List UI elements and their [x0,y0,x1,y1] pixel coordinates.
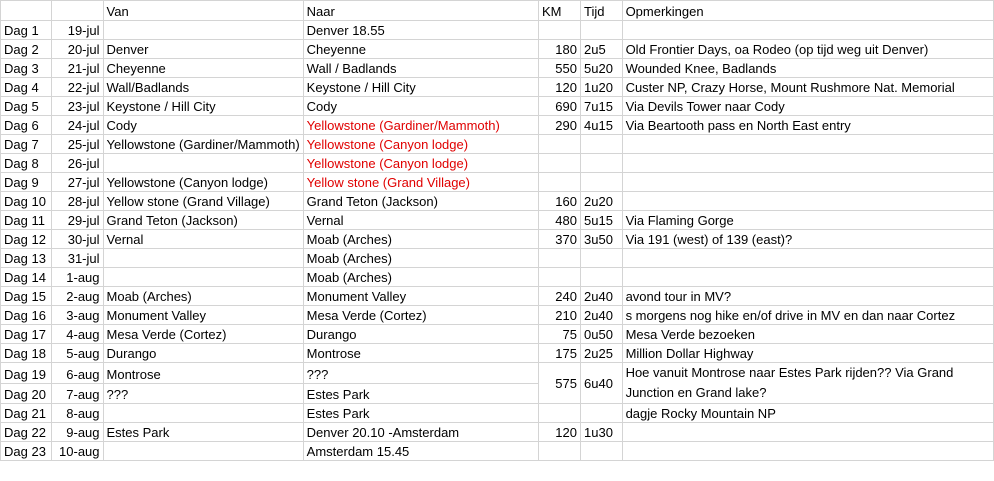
header-van[interactable]: Van [103,1,303,21]
cell-dag[interactable]: Dag 4 [1,78,52,97]
cell-km[interactable]: 370 [539,230,581,249]
table-row [1,287,994,306]
cell-dag[interactable]: Dag 2 [1,40,52,59]
cell-km[interactable]: 160 [539,192,581,211]
cell-naar[interactable]: Durango [303,325,538,344]
cell-opmerkingen[interactable]: dagje Rocky Mountain NP [622,404,993,423]
table-row [1,135,994,154]
cell-naar[interactable]: Yellow stone (Grand Village) [303,173,538,192]
cell-tijd[interactable]: 3u50 [581,230,623,249]
cell-opmerkingen[interactable]: Hoe vanuit Montrose naar Estes Park rijden?? Via Grand Junction en Grand lake? [622,363,993,404]
cell-van[interactable] [103,442,303,461]
cell-opmerkingen[interactable]: s morgens nog hike en/of drive in MV en dan naar Cortez [622,306,993,325]
table-row [1,306,994,325]
cell-naar[interactable]: Vernal [303,211,538,230]
cell-opmerkingen[interactable] [622,192,993,211]
cell-km[interactable]: 180 [539,40,581,59]
table-row [1,423,994,442]
cell-van[interactable]: Cody [103,116,303,135]
cell-dag[interactable]: Dag 17 [1,325,52,344]
cell-van[interactable]: Wall/Badlands [103,78,303,97]
cell-datum[interactable]: 22-jul [51,78,103,97]
cell-opmerkingen[interactable] [622,249,993,268]
cell-van[interactable] [103,154,303,173]
cell-opmerkingen[interactable]: Wounded Knee, Badlands [622,59,993,78]
cell-tijd[interactable] [581,173,623,192]
cell-km[interactable] [539,404,581,423]
cell-tijd[interactable] [581,154,623,173]
cell-datum[interactable]: 9-aug [51,423,103,442]
table-row [1,249,994,268]
header-km[interactable]: KM [539,1,581,21]
cell-datum[interactable]: 6-aug [51,363,103,384]
cell-dag[interactable]: Dag 23 [1,442,52,461]
cell-km[interactable]: 550 [539,59,581,78]
cell-dag[interactable]: Dag 14 [1,268,52,287]
cell-opmerkingen[interactable]: Million Dollar Highway [622,344,993,363]
cell-opmerkingen[interactable] [622,268,993,287]
cell-opmerkingen[interactable]: Custer NP, Crazy Horse, Mount Rushmore Nat. Memorial [622,78,993,97]
cell-naar[interactable]: Yellowstone (Gardiner/Mammoth) [303,116,538,135]
cell-datum[interactable]: 1-aug [51,268,103,287]
cell-tijd[interactable]: 6u40 [581,363,623,404]
cell-tijd[interactable] [581,249,623,268]
header-dag[interactable] [1,1,52,21]
cell-naar[interactable]: Denver 20.10 -Amsterdam [303,423,538,442]
cell-km[interactable]: 290 [539,116,581,135]
table-row [1,404,994,423]
header-opmerkingen[interactable]: Opmerkingen [622,1,993,21]
table-row [1,78,994,97]
cell-naar[interactable]: Monument Valley [303,287,538,306]
cell-naar[interactable]: Moab (Arches) [303,230,538,249]
cell-naar[interactable]: Yellowstone (Canyon lodge) [303,154,538,173]
header-naar[interactable]: Naar [303,1,538,21]
cell-tijd[interactable] [581,135,623,154]
cell-km[interactable]: 480 [539,211,581,230]
cell-dag[interactable]: Dag 9 [1,173,52,192]
cell-dag[interactable]: Dag 16 [1,306,52,325]
cell-tijd[interactable]: 1u20 [581,78,623,97]
cell-datum[interactable]: 10-aug [51,442,103,461]
cell-km[interactable]: 240 [539,287,581,306]
cell-opmerkingen[interactable] [622,135,993,154]
cell-opmerkingen[interactable] [622,154,993,173]
cell-naar[interactable]: Mesa Verde (Cortez) [303,306,538,325]
cell-tijd[interactable]: 1u30 [581,423,623,442]
cell-datum[interactable]: 26-jul [51,154,103,173]
table-row [1,192,994,211]
cell-naar[interactable]: ??? [303,363,538,384]
cell-dag[interactable]: Dag 3 [1,59,52,78]
cell-dag[interactable]: Dag 21 [1,404,52,423]
cell-opmerkingen[interactable]: Mesa Verde bezoeken [622,325,993,344]
cell-van[interactable] [103,249,303,268]
table-row [1,268,994,287]
cell-van[interactable] [103,21,303,40]
cell-opmerkingen[interactable] [622,173,993,192]
cell-dag[interactable]: Dag 11 [1,211,52,230]
cell-naar[interactable]: Moab (Arches) [303,249,538,268]
cell-opmerkingen[interactable]: Old Frontier Days, oa Rodeo (op tijd weg uit Denver) [622,40,993,59]
cell-van[interactable]: Keystone / Hill City [103,97,303,116]
cell-datum[interactable]: 19-jul [51,21,103,40]
cell-naar[interactable]: Denver 18.55 [303,21,538,40]
cell-opmerkingen[interactable] [622,21,993,40]
cell-tijd[interactable]: 0u50 [581,325,623,344]
cell-dag[interactable]: Dag 1 [1,21,52,40]
cell-van[interactable] [103,404,303,423]
cell-van[interactable]: Montrose [103,363,303,384]
cell-dag[interactable]: Dag 6 [1,116,52,135]
cell-datum[interactable]: 23-jul [51,97,103,116]
cell-km[interactable]: 75 [539,325,581,344]
cell-km[interactable] [539,154,581,173]
cell-naar[interactable]: Amsterdam 15.45 [303,442,538,461]
cell-datum[interactable]: 24-jul [51,116,103,135]
cell-van[interactable]: Mesa Verde (Cortez) [103,325,303,344]
cell-tijd[interactable]: 2u5 [581,40,623,59]
header-datum[interactable] [51,1,103,21]
cell-van[interactable]: Yellow stone (Grand Village) [103,192,303,211]
cell-naar[interactable]: Moab (Arches) [303,268,538,287]
cell-dag[interactable]: Dag 19 [1,363,52,384]
cell-datum[interactable]: 31-jul [51,249,103,268]
cell-datum[interactable]: 20-jul [51,40,103,59]
cell-naar[interactable]: Estes Park [303,404,538,423]
header-row [1,1,994,21]
cell-tijd[interactable]: 5u20 [581,59,623,78]
cell-van[interactable]: Denver [103,40,303,59]
table-row [1,325,994,344]
cell-tijd[interactable]: 2u40 [581,306,623,325]
table-row [1,21,994,40]
table-row [1,363,994,384]
cell-dag[interactable]: Dag 5 [1,97,52,116]
cell-datum[interactable]: 5-aug [51,344,103,363]
cell-naar[interactable]: Grand Teton (Jackson) [303,192,538,211]
cell-tijd[interactable]: 5u15 [581,211,623,230]
cell-datum[interactable]: 27-jul [51,173,103,192]
table-row [1,173,994,192]
cell-datum[interactable]: 29-jul [51,211,103,230]
cell-van[interactable]: Durango [103,344,303,363]
cell-tijd[interactable]: 7u15 [581,97,623,116]
cell-opmerkingen[interactable]: avond tour in MV? [622,287,993,306]
cell-km[interactable] [539,442,581,461]
cell-tijd[interactable]: 2u20 [581,192,623,211]
cell-naar[interactable]: Keystone / Hill City [303,78,538,97]
cell-naar[interactable]: Estes Park [303,383,538,404]
cell-opmerkingen[interactable]: Via Flaming Gorge [622,211,993,230]
cell-km[interactable] [539,135,581,154]
cell-km[interactable] [539,249,581,268]
cell-datum[interactable]: 7-aug [51,383,103,404]
cell-van[interactable]: Yellowstone (Gardiner/Mammoth) [103,135,303,154]
cell-naar[interactable]: Montrose [303,344,538,363]
cell-tijd[interactable] [581,268,623,287]
cell-van[interactable]: Estes Park [103,423,303,442]
cell-tijd[interactable]: 2u25 [581,344,623,363]
cell-van[interactable]: Yellowstone (Canyon lodge) [103,173,303,192]
cell-datum[interactable]: 30-jul [51,230,103,249]
cell-km[interactable]: 120 [539,423,581,442]
table-row [1,344,994,363]
cell-van[interactable]: Grand Teton (Jackson) [103,211,303,230]
table-row [1,211,994,230]
table-row [1,154,994,173]
cell-van[interactable] [103,268,303,287]
cell-dag[interactable]: Dag 20 [1,383,52,404]
cell-van[interactable]: Monument Valley [103,306,303,325]
cell-datum[interactable]: 21-jul [51,59,103,78]
cell-km[interactable]: 575 [539,363,581,404]
cell-datum[interactable]: 3-aug [51,306,103,325]
cell-van[interactable]: Moab (Arches) [103,287,303,306]
cell-dag[interactable]: Dag 18 [1,344,52,363]
cell-naar[interactable]: Cody [303,97,538,116]
cell-km[interactable]: 690 [539,97,581,116]
cell-opmerkingen[interactable] [622,423,993,442]
table-row [1,97,994,116]
cell-km[interactable] [539,268,581,287]
cell-van[interactable]: ??? [103,383,303,404]
cell-opmerkingen[interactable]: Via Beartooth pass en North East entry [622,116,993,135]
table-row [1,40,994,59]
cell-naar[interactable]: Cheyenne [303,40,538,59]
cell-dag[interactable]: Dag 13 [1,249,52,268]
cell-tijd[interactable] [581,404,623,423]
cell-van[interactable]: Vernal [103,230,303,249]
cell-dag[interactable]: Dag 8 [1,154,52,173]
cell-dag[interactable]: Dag 15 [1,287,52,306]
cell-km[interactable]: 175 [539,344,581,363]
cell-dag[interactable]: Dag 10 [1,192,52,211]
cell-km[interactable]: 210 [539,306,581,325]
cell-dag[interactable]: Dag 12 [1,230,52,249]
cell-tijd[interactable] [581,442,623,461]
cell-naar[interactable]: Yellowstone (Canyon lodge) [303,135,538,154]
cell-tijd[interactable] [581,21,623,40]
table-row [1,442,994,461]
cell-km[interactable] [539,21,581,40]
table-row [1,116,994,135]
cell-dag[interactable]: Dag 22 [1,423,52,442]
cell-datum[interactable]: 28-jul [51,192,103,211]
cell-dag[interactable]: Dag 7 [1,135,52,154]
cell-opmerkingen[interactable]: Via Devils Tower naar Cody [622,97,993,116]
cell-datum[interactable]: 25-jul [51,135,103,154]
cell-km[interactable] [539,173,581,192]
table-row [1,230,994,249]
cell-opmerkingen[interactable]: Via 191 (west) of 139 (east)? [622,230,993,249]
cell-opmerkingen[interactable] [622,442,993,461]
cell-tijd[interactable]: 4u15 [581,116,623,135]
cell-km[interactable]: 120 [539,78,581,97]
header-tijd[interactable]: Tijd [581,1,623,21]
cell-datum[interactable]: 4-aug [51,325,103,344]
cell-datum[interactable]: 8-aug [51,404,103,423]
cell-datum[interactable]: 2-aug [51,287,103,306]
cell-van[interactable]: Cheyenne [103,59,303,78]
table-row [1,59,994,78]
cell-naar[interactable]: Wall / Badlands [303,59,538,78]
cell-tijd[interactable]: 2u40 [581,287,623,306]
